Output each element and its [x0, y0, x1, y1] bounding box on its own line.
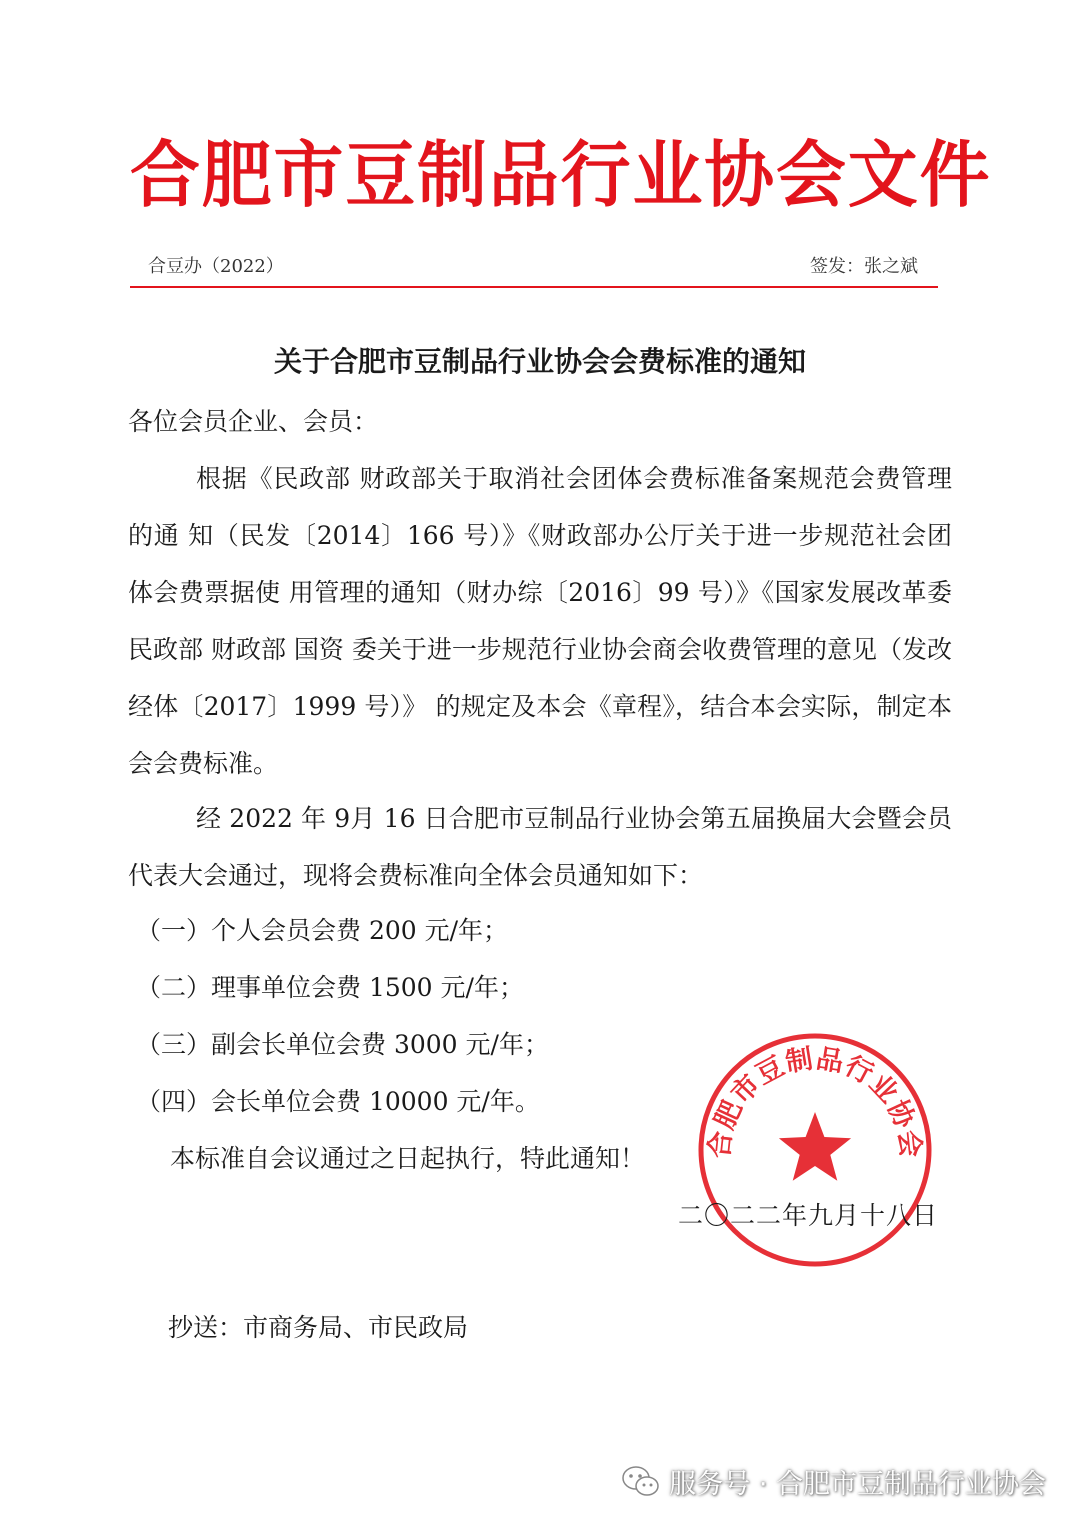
star-icon: [779, 1112, 851, 1181]
body-paragraph-2: 经 2022 年 9月 16 日合肥市豆制品行业协会第五届换届大会暨会员代表大会通过，现将会费标准向全体会员通知如下：: [128, 804, 952, 890]
cc-line: 抄送：市商务局、市民政局: [168, 1313, 469, 1342]
wechat-icon: [621, 1465, 661, 1499]
notice-title: 关于合肥市豆制品行业协会会费标准的通知: [273, 345, 806, 378]
seal-text: 合肥市豆制品行业协会: [704, 1043, 926, 1160]
fee-item: （一）个人会员会费 200 元/年；: [136, 916, 509, 945]
document-header-title: 合肥市豆制品行业协会文件: [130, 133, 992, 217]
closing-statement: 本标准自会议通过之日起执行，特此通知！: [170, 1144, 646, 1173]
fee-item: （二）理事单位会费 1500 元/年；: [136, 973, 524, 1002]
salutation: 各位会员企业、会员：: [128, 407, 379, 436]
fee-item: （四）会长单位会费 10000 元/年。: [136, 1087, 540, 1116]
footer-text: 服务号 · 合肥市豆制品行业协会: [669, 1469, 1046, 1500]
signer: 签发：张之斌: [810, 256, 918, 277]
body-paragraph-1: 根据《民政部 财政部关于取消社会团体会费标准备案规范会费管理的通 知（民发〔2014〕166 号）》《财政部办公厅关于进一步规范社会团体会费票据使 用管理的通知（财办综〔2016〕99 号）》《国家发展改革委 民政部 财政部 国资 委关于进一步规范行业协会商会收费管理的意见（发改经体〔2017〕1999 号）》 的规定及本会《章程》，结合本会实际，制定本会会费标准。: [128, 464, 952, 778]
fee-item: （三）副会长单位会费 3000 元/年；: [136, 1030, 549, 1059]
document-number: 合豆办（2022）: [148, 256, 284, 277]
issue-date: 二〇二二年九月十八日: [677, 1201, 938, 1230]
footer-watermark: [621, 1462, 1046, 1501]
header-divider: [130, 286, 938, 288]
